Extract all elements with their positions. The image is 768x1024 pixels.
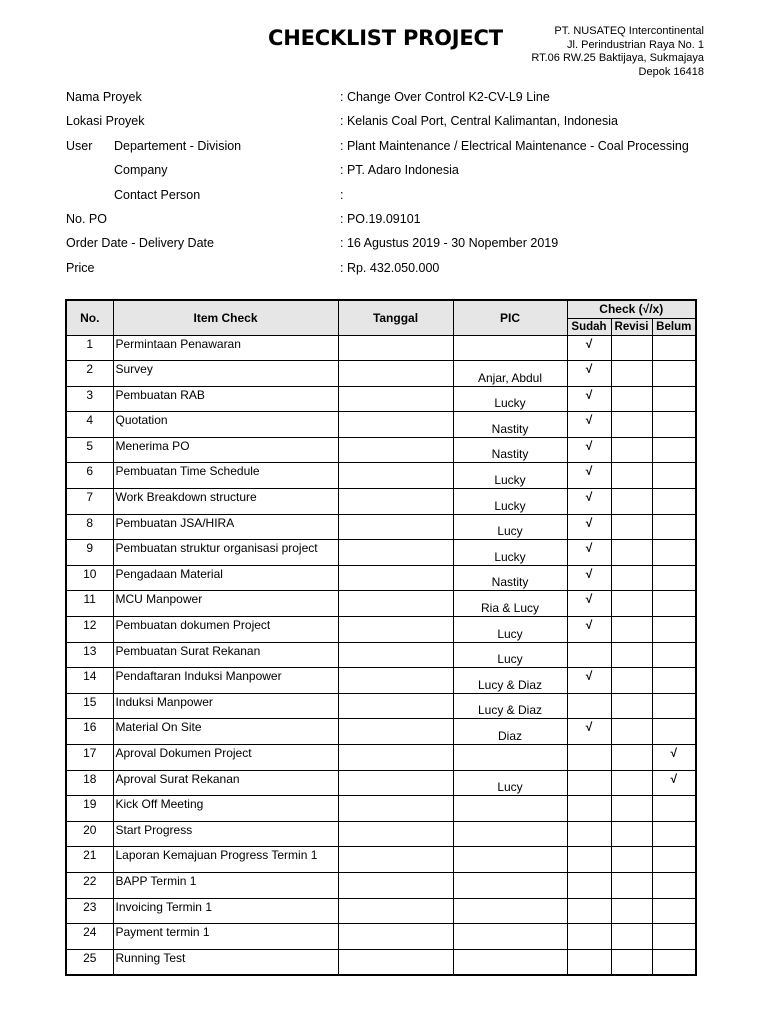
revisi-cell <box>611 796 652 822</box>
item-check-cell: Pembuatan Surat Rekanan <box>113 642 338 668</box>
belum-cell <box>652 489 696 515</box>
company-address-line-3: Depok 16418 <box>638 65 704 78</box>
belum-cell <box>652 642 696 668</box>
tanggal-cell <box>338 745 453 771</box>
tanggal-cell <box>338 642 453 668</box>
table-row <box>66 693 696 719</box>
tanggal-cell <box>338 949 453 975</box>
tanggal-cell <box>338 847 453 873</box>
table-row <box>66 642 696 668</box>
project-info <box>66 90 706 285</box>
sudah-cell: √ <box>567 514 611 540</box>
revisi-cell <box>611 489 652 515</box>
row-number: 11 <box>66 591 113 617</box>
row-number: 17 <box>66 745 113 771</box>
sudah-cell: √ <box>567 540 611 566</box>
sudah-cell: √ <box>567 412 611 438</box>
belum-cell <box>652 796 696 822</box>
tanggal-cell <box>338 924 453 950</box>
project-name-value: : Change Over Control K2-CV-L9 Line <box>340 90 550 104</box>
sudah-cell: √ <box>567 335 611 361</box>
pic-cell <box>453 796 567 822</box>
item-check-cell: Pembuatan struktur organisasi project <box>113 540 338 566</box>
table-row <box>66 745 696 771</box>
belum-cell <box>652 617 696 643</box>
pic-cell: Lucy <box>453 617 567 643</box>
belum-cell <box>652 335 696 361</box>
row-number: 13 <box>66 642 113 668</box>
belum-cell <box>652 386 696 412</box>
revisi-cell <box>611 540 652 566</box>
tanggal-cell <box>338 386 453 412</box>
pic-cell: Lucy <box>453 770 567 796</box>
belum-cell <box>652 693 696 719</box>
pic-cell: Nastity <box>453 437 567 463</box>
tanggal-cell <box>338 437 453 463</box>
contact-label: Contact Person <box>114 187 201 202</box>
pic-cell: Lucy & Diaz <box>453 693 567 719</box>
tanggal-cell <box>338 335 453 361</box>
checklist-rows <box>66 335 696 975</box>
price-label: Price <box>66 260 95 275</box>
table-row <box>66 770 696 796</box>
order-date-value: : 16 Agustus 2019 - 30 Nopember 2019 <box>340 236 559 251</box>
revisi-cell <box>611 693 652 719</box>
table-row <box>66 412 696 438</box>
table-row <box>66 617 696 643</box>
tanggal-cell <box>338 719 453 745</box>
row-number: 5 <box>66 437 113 463</box>
company-address-block <box>531 25 704 79</box>
sudah-cell <box>567 796 611 822</box>
contact-value: : <box>340 187 344 202</box>
sudah-cell <box>567 949 611 975</box>
table-row <box>66 847 696 873</box>
table-row <box>66 361 696 387</box>
pic-cell <box>453 949 567 975</box>
item-check-cell: Laporan Kemajuan Progress Termin 1 <box>113 847 338 873</box>
belum-cell <box>652 872 696 898</box>
revisi-cell <box>611 412 652 438</box>
tanggal-cell <box>338 591 453 617</box>
revisi-cell <box>611 821 652 847</box>
revisi-cell <box>611 335 652 361</box>
item-check-cell: Running Test <box>113 949 338 975</box>
revisi-cell <box>611 437 652 463</box>
table-row <box>66 565 696 591</box>
pic-cell <box>453 745 567 771</box>
tanggal-cell <box>338 412 453 438</box>
belum-cell <box>652 514 696 540</box>
info-row-contact <box>66 188 706 212</box>
tanggal-cell <box>338 489 453 515</box>
item-check-cell: Start Progress <box>113 821 338 847</box>
pic-cell <box>453 872 567 898</box>
header-belum: Belum <box>652 318 696 335</box>
pic-cell: Lucky <box>453 489 567 515</box>
header-check: Check (√/x) <box>567 300 696 318</box>
revisi-cell <box>611 847 652 873</box>
tanggal-cell <box>338 617 453 643</box>
sudah-cell <box>567 898 611 924</box>
sudah-cell <box>567 847 611 873</box>
item-check-cell: Aproval Dokumen Project <box>113 745 338 771</box>
item-check-cell: Pembuatan Time Schedule <box>113 463 338 489</box>
revisi-cell <box>611 386 652 412</box>
table-row <box>66 335 696 361</box>
info-row-division <box>66 139 706 163</box>
belum-cell <box>652 668 696 694</box>
sudah-cell <box>567 693 611 719</box>
item-check-cell: Invoicing Termin 1 <box>113 898 338 924</box>
table-row <box>66 540 696 566</box>
company-label: Company <box>114 163 168 178</box>
pic-cell: Nastity <box>453 565 567 591</box>
revisi-cell <box>611 514 652 540</box>
row-number: 10 <box>66 565 113 591</box>
user-label: User <box>66 138 93 153</box>
row-number: 19 <box>66 796 113 822</box>
row-number: 3 <box>66 386 113 412</box>
po-label: No. PO <box>66 211 107 226</box>
pic-cell: Lucky <box>453 386 567 412</box>
sudah-cell <box>567 642 611 668</box>
company-value: : PT. Adaro Indonesia <box>340 163 459 178</box>
table-row <box>66 463 696 489</box>
table-row <box>66 872 696 898</box>
row-number: 18 <box>66 770 113 796</box>
sudah-cell: √ <box>567 617 611 643</box>
sudah-cell <box>567 821 611 847</box>
belum-cell <box>652 719 696 745</box>
sudah-cell: √ <box>567 386 611 412</box>
po-value: : PO.19.09101 <box>340 211 421 226</box>
revisi-cell <box>611 949 652 975</box>
pic-cell <box>453 924 567 950</box>
company-address-line-1: Jl. Perindustrian Raya No. 1 <box>567 38 704 51</box>
belum-cell <box>652 898 696 924</box>
item-check-cell: Pembuatan dokumen Project <box>113 617 338 643</box>
row-number: 6 <box>66 463 113 489</box>
tanggal-cell <box>338 514 453 540</box>
revisi-cell <box>611 872 652 898</box>
sudah-cell: √ <box>567 489 611 515</box>
item-check-cell: MCU Manpower <box>113 591 338 617</box>
info-row-order-date <box>66 236 706 260</box>
row-number: 21 <box>66 847 113 873</box>
pic-cell: Anjar, Abdul <box>453 361 567 387</box>
info-row-po <box>66 212 706 236</box>
table-row <box>66 489 696 515</box>
row-number: 25 <box>66 949 113 975</box>
revisi-cell <box>611 770 652 796</box>
pic-cell <box>453 898 567 924</box>
pic-cell: Lucy <box>453 514 567 540</box>
header-pic: PIC <box>453 300 567 335</box>
revisi-cell <box>611 642 652 668</box>
row-number: 2 <box>66 361 113 387</box>
item-check-cell: Aproval Surat Rekanan <box>113 770 338 796</box>
belum-cell <box>652 591 696 617</box>
revisi-cell <box>611 617 652 643</box>
row-number: 16 <box>66 719 113 745</box>
tanggal-cell <box>338 668 453 694</box>
revisi-cell <box>611 924 652 950</box>
pic-cell: Lucky <box>453 463 567 489</box>
checklist-table <box>65 299 697 976</box>
row-number: 20 <box>66 821 113 847</box>
belum-cell: √ <box>652 745 696 771</box>
row-number: 22 <box>66 872 113 898</box>
table-row <box>66 719 696 745</box>
sudah-cell <box>567 872 611 898</box>
belum-cell <box>652 437 696 463</box>
price-value: : Rp. 432.050.000 <box>340 260 440 275</box>
sudah-cell: √ <box>567 719 611 745</box>
sudah-cell: √ <box>567 361 611 387</box>
item-check-cell: BAPP Termin 1 <box>113 872 338 898</box>
revisi-cell <box>611 463 652 489</box>
division-label: Departement - Division <box>114 138 242 153</box>
tanggal-cell <box>338 361 453 387</box>
location-value: : Kelanis Coal Port, Central Kalimantan, Indonesia <box>340 114 618 129</box>
table-row <box>66 898 696 924</box>
row-number: 12 <box>66 617 113 643</box>
table-row <box>66 514 696 540</box>
item-check-cell: Pembuatan RAB <box>113 386 338 412</box>
tanggal-cell <box>338 898 453 924</box>
revisi-cell <box>611 745 652 771</box>
sudah-cell <box>567 924 611 950</box>
row-number: 7 <box>66 489 113 515</box>
project-name-label: Nama Proyek <box>66 90 142 104</box>
tanggal-cell <box>338 821 453 847</box>
sudah-cell: √ <box>567 463 611 489</box>
item-check-cell: Menerima PO <box>113 437 338 463</box>
table-row <box>66 437 696 463</box>
row-number: 15 <box>66 693 113 719</box>
sudah-cell <box>567 745 611 771</box>
sudah-cell: √ <box>567 565 611 591</box>
row-number: 9 <box>66 540 113 566</box>
pic-cell <box>453 335 567 361</box>
table-row <box>66 668 696 694</box>
item-check-cell: Induksi Manpower <box>113 693 338 719</box>
header-tanggal: Tanggal <box>338 300 453 335</box>
division-value: : Plant Maintenance / Electrical Maintenance - Coal Processing <box>340 138 689 153</box>
belum-cell <box>652 821 696 847</box>
table-row <box>66 796 696 822</box>
belum-cell: √ <box>652 770 696 796</box>
info-row-price <box>66 261 706 285</box>
table-row <box>66 924 696 950</box>
order-date-label: Order Date - Delivery Date <box>66 236 214 251</box>
table-row <box>66 949 696 975</box>
table-row <box>66 386 696 412</box>
sudah-cell: √ <box>567 437 611 463</box>
belum-cell <box>652 463 696 489</box>
revisi-cell <box>611 668 652 694</box>
belum-cell <box>652 924 696 950</box>
item-check-cell: Payment termin 1 <box>113 924 338 950</box>
company-address-line-2: RT.06 RW.25 Baktijaya, Sukmajaya <box>531 52 704 64</box>
item-check-cell: Kick Off Meeting <box>113 796 338 822</box>
header-item-check: Item Check <box>113 300 338 335</box>
header-no: No. <box>66 300 113 335</box>
tanggal-cell <box>338 693 453 719</box>
table-row <box>66 591 696 617</box>
tanggal-cell <box>338 872 453 898</box>
company-name: PT. NUSATEQ Intercontinental <box>554 25 704 37</box>
revisi-cell <box>611 361 652 387</box>
pic-cell: Lucky <box>453 540 567 566</box>
belum-cell <box>652 361 696 387</box>
tanggal-cell <box>338 463 453 489</box>
belum-cell <box>652 949 696 975</box>
header-revisi: Revisi <box>611 318 652 335</box>
row-number: 1 <box>66 335 113 361</box>
belum-cell <box>652 540 696 566</box>
pic-cell <box>453 847 567 873</box>
page-title: CHECKLIST PROJECT <box>268 26 503 50</box>
revisi-cell <box>611 565 652 591</box>
row-number: 8 <box>66 514 113 540</box>
sudah-cell: √ <box>567 668 611 694</box>
belum-cell <box>652 412 696 438</box>
table-row <box>66 821 696 847</box>
pic-cell <box>453 821 567 847</box>
row-number: 24 <box>66 924 113 950</box>
pic-cell: Diaz <box>453 719 567 745</box>
item-check-cell: Pembuatan JSA/HIRA <box>113 514 338 540</box>
item-check-cell: Quotation <box>113 412 338 438</box>
belum-cell <box>652 847 696 873</box>
header-sudah: Sudah <box>567 318 611 335</box>
info-row-company <box>66 163 706 187</box>
pic-cell: Nastity <box>453 412 567 438</box>
row-number: 4 <box>66 412 113 438</box>
row-number: 14 <box>66 668 113 694</box>
info-row-project-name <box>66 90 706 114</box>
revisi-cell <box>611 591 652 617</box>
item-check-cell: Material On Site <box>113 719 338 745</box>
sudah-cell <box>567 770 611 796</box>
revisi-cell <box>611 898 652 924</box>
item-check-cell: Work Breakdown structure <box>113 489 338 515</box>
tanggal-cell <box>338 796 453 822</box>
item-check-cell: Pengadaan Material <box>113 565 338 591</box>
pic-cell: Ria & Lucy <box>453 591 567 617</box>
sudah-cell: √ <box>567 591 611 617</box>
pic-cell: Lucy <box>453 642 567 668</box>
pic-cell: Lucy & Diaz <box>453 668 567 694</box>
tanggal-cell <box>338 770 453 796</box>
item-check-cell: Permintaan Penawaran <box>113 335 338 361</box>
row-number: 23 <box>66 898 113 924</box>
info-row-location <box>66 114 706 138</box>
belum-cell <box>652 565 696 591</box>
revisi-cell <box>611 719 652 745</box>
location-label: Lokasi Proyek <box>66 114 145 129</box>
item-check-cell: Pendaftaran Induksi Manpower <box>113 668 338 694</box>
item-check-cell: Survey <box>113 361 338 387</box>
tanggal-cell <box>338 540 453 566</box>
tanggal-cell <box>338 565 453 591</box>
